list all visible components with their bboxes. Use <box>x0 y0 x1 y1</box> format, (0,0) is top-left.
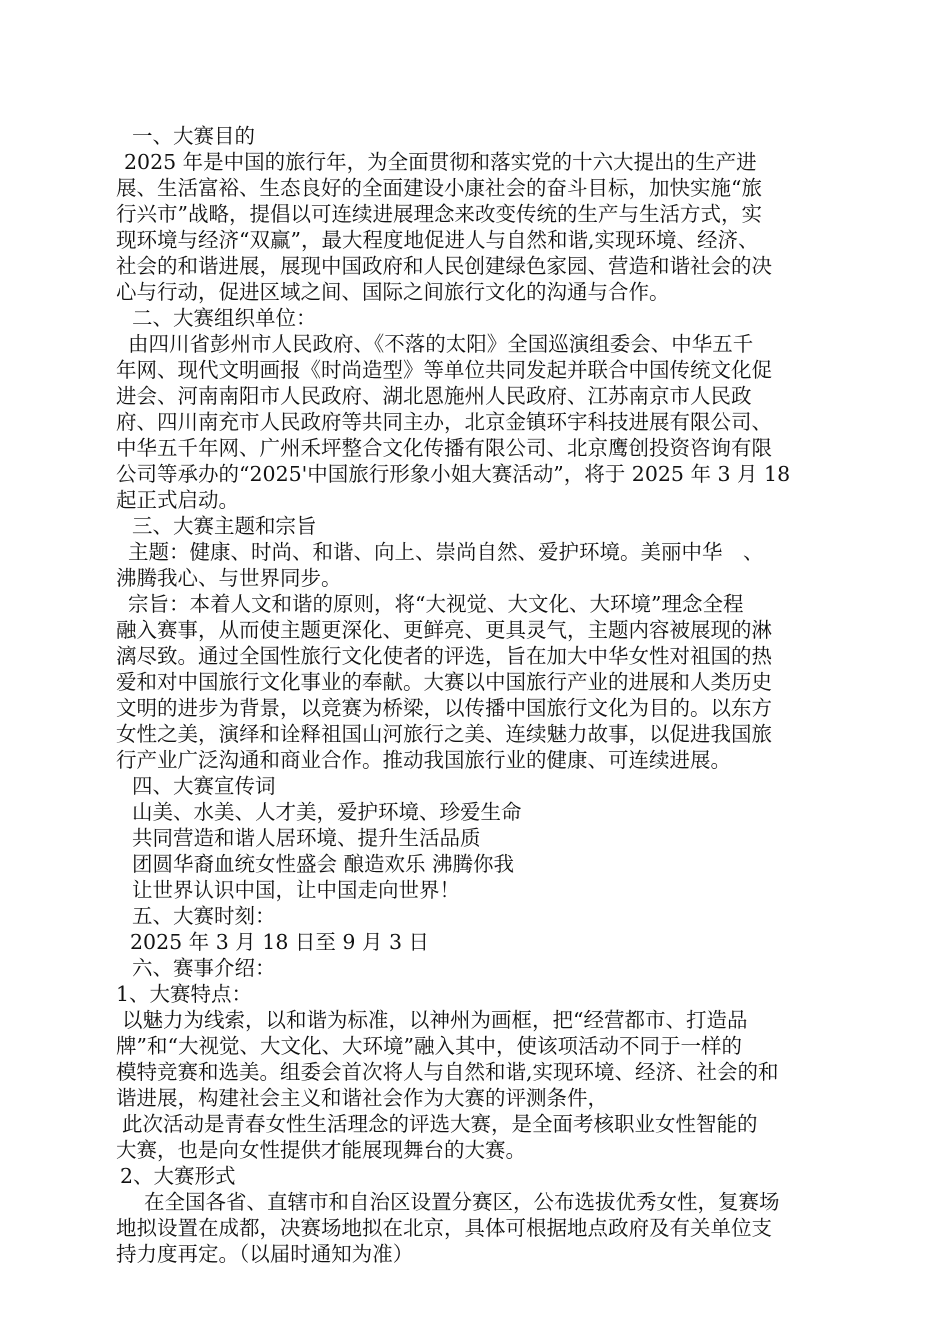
paragraph <box>116 981 836 1007</box>
text-line: 以魅力为线索，以和谐为标准，以神州为画框，把“经营都市、打造品 <box>122 1008 748 1032</box>
paragraph <box>116 123 836 149</box>
text-line: 模特竞赛和选美。组委会首次将人与自然和谐,实现环境、经济、社会的和 <box>116 1060 779 1084</box>
text-line: 牌”和“大视觉、大文化、大环境”融入其中，使该项活动不同于一样的 <box>116 1034 742 1058</box>
text-line: 四、大赛宣传词 <box>132 774 276 798</box>
paragraph <box>116 877 836 903</box>
paragraph <box>116 903 836 929</box>
document-body <box>116 123 836 1267</box>
text-line: 爱和对中国旅行文化事业的奉献。大赛以中国旅行产业的进展和人类历史 <box>116 670 772 694</box>
text-line: 持力度再定。（以届时通知为准） <box>116 1242 414 1266</box>
text-line: 让世界认识中国，让中国走向世界！ <box>132 878 460 902</box>
paragraph <box>116 773 836 799</box>
text-line: 1、大赛特点： <box>116 982 253 1006</box>
text-line: 心与行动，促进区域之间、国际之间旅行文化的沟通与合作。 <box>116 280 670 304</box>
text-line: 2025 年是中国的旅行年，为全面贯彻和落实党的十六大提出的生产进 <box>124 150 757 174</box>
text-line: 主题：健康、时尚、和谐、向上、崇尚自然、爱护环境。美丽中华 、 <box>128 540 764 564</box>
paragraph <box>116 305 836 331</box>
paragraph <box>116 1163 836 1189</box>
text-line: 由四川省彭州市人民政府、《不落的太阳》全国巡演组委会、中华五千 <box>128 332 754 356</box>
text-line: 2025 年 3 月 18 日至 9 月 3 日 <box>130 930 430 954</box>
text-line: 文明的进步为背景，以竞赛为桥梁，以传播中国旅行文化为目的。以东方 <box>116 696 772 720</box>
text-line: 起正式启动。 <box>116 488 239 512</box>
text-line: 展、生活富裕、生态良好的全面建设小康社会的奋斗目标，加快实施“旅 <box>116 176 762 200</box>
text-line: 此次活动是青春女性生活理念的评选大赛，是全面考核职业女性智能的 <box>122 1112 758 1136</box>
text-line: 漓尽致。通过全国性旅行文化使者的评选，旨在加大中华女性对祖国的热 <box>116 644 772 668</box>
text-line: 现环境与经济“双赢”，最大程度地促进人与自然和谐,实现环境、经济、 <box>116 228 759 252</box>
paragraph <box>116 149 836 305</box>
paragraph <box>116 539 836 591</box>
text-line: 地拟设置在成都，决赛场地拟在北京，具体可根据地点政府及有关单位支 <box>116 1216 772 1240</box>
text-line: 2、大赛形式 <box>120 1164 236 1188</box>
paragraph <box>116 591 836 773</box>
text-line: 共同营造和谐人居环境、提升生活品质 <box>132 826 481 850</box>
text-line: 社会的和谐进展，展现中国政府和人民创建绿色家园、营造和谐社会的决 <box>116 254 772 278</box>
paragraph <box>116 799 836 825</box>
text-line: 中华五千年网、广州禾坪整合文化传播有限公司、北京鹰创投资咨询有限 <box>116 436 772 460</box>
paragraph <box>116 955 836 981</box>
paragraph <box>116 825 836 851</box>
text-line: 公司等承办的“2025'中国旅行形象小姐大赛活动”，将于 2025 年 3 月 18 <box>116 462 791 486</box>
paragraph <box>116 851 836 877</box>
paragraph <box>116 929 836 955</box>
text-line: 三、大赛主题和宗旨 <box>132 514 317 538</box>
text-line: 年网、现代文明画报《时尚造型》等单位共同发起并联合中国传统文化促 <box>116 358 772 382</box>
text-line: 六、赛事介绍： <box>132 956 276 980</box>
paragraph <box>116 1007 836 1111</box>
text-line: 女性之美，演绎和诠释祖国山河旅行之美、连续魅力故事，以促进我国旅 <box>116 722 772 746</box>
paragraph <box>116 331 836 513</box>
paragraph <box>116 513 836 539</box>
text-line: 进会、河南南阳市人民政府、湖北恩施州人民政府、江苏南京市人民政 <box>116 384 752 408</box>
text-line: 在全国各省、直辖市和自治区设置分赛区，公布选拔优秀女性，复赛场 <box>144 1190 780 1214</box>
text-line: 行兴市”战略，提倡以可连续进展理念来改变传统的生产与生活方式，实 <box>116 202 762 226</box>
text-line: 一、大赛目的 <box>132 124 255 148</box>
paragraph <box>116 1189 836 1267</box>
text-line: 山美、水美、人才美，爱护环境、珍爱生命 <box>132 800 522 824</box>
text-line: 融入赛事，从而使主题更深化、更鲜亮、更具灵气，主题内容被展现的淋 <box>116 618 772 642</box>
text-line: 沸腾我心、与世界同步。 <box>116 566 342 590</box>
text-line: 二、大赛组织单位： <box>132 306 317 330</box>
text-line: 团圆华裔血统女性盛会 酿造欢乐 沸腾你我 <box>132 852 515 876</box>
text-line: 府、四川南充市人民政府等共同主办，北京金镇环宇科技进展有限公司、 <box>116 410 772 434</box>
text-line: 行产业广泛沟通和商业合作。推动我国旅行业的健康、可连续进展。 <box>116 748 731 772</box>
text-line: 大赛，也是向女性提供才能展现舞台的大赛。 <box>116 1138 526 1162</box>
paragraph <box>116 1111 836 1163</box>
text-line: 谐进展，构建社会主义和谐社会作为大赛的评测条件， <box>116 1086 608 1110</box>
text-line: 五、大赛时刻： <box>132 904 276 928</box>
text-line: 宗旨：本着人文和谐的原则，将“大视觉、大文化、大环境”理念全程 <box>128 592 744 616</box>
